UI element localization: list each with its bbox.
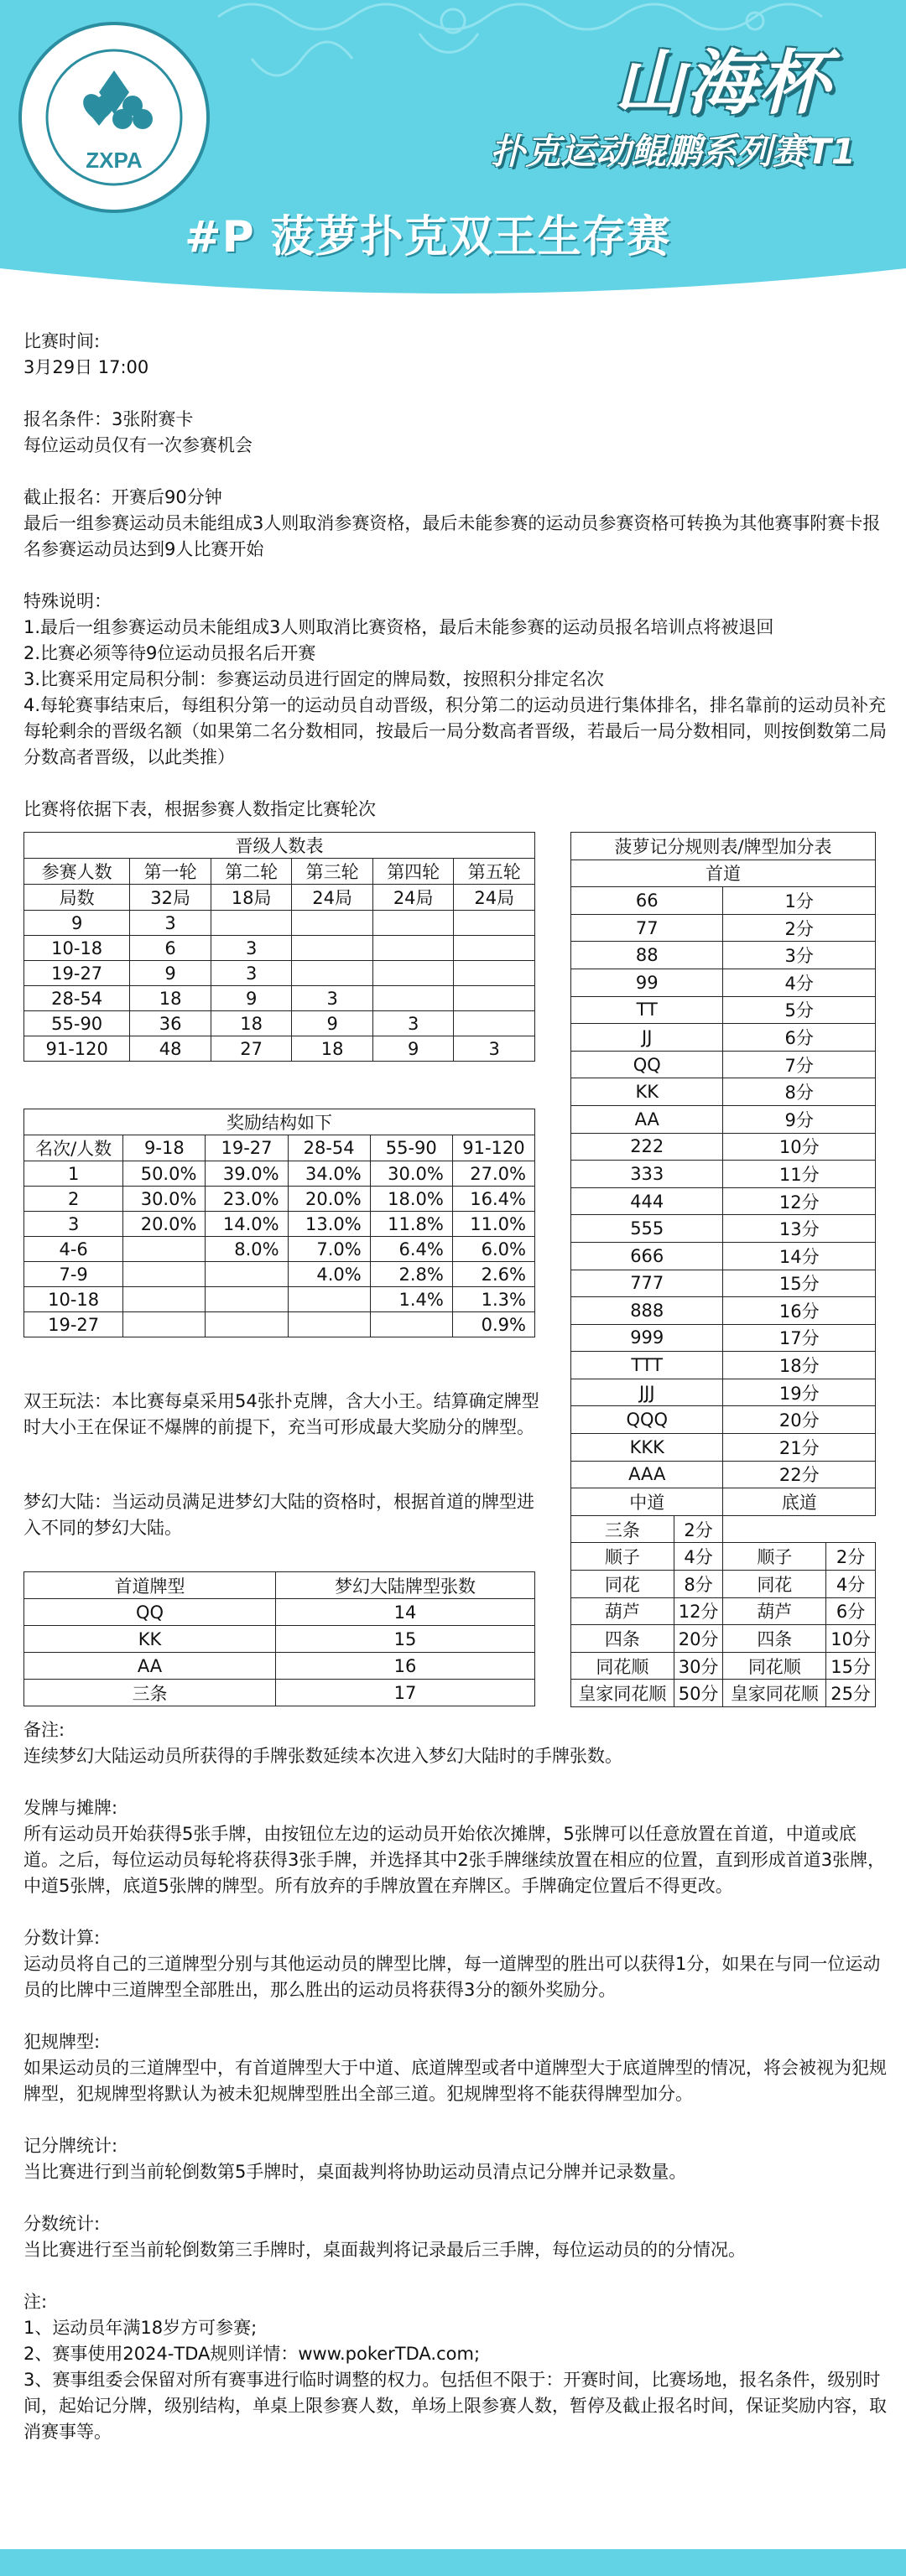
table-cell <box>454 1011 535 1036</box>
hand-cell: 四条 <box>571 1625 674 1653</box>
points-cell: 22分 <box>723 1461 876 1488</box>
hand-cell: 顺子 <box>571 1543 674 1571</box>
points-cell: 2分 <box>723 914 876 942</box>
table-cell: 8.0% <box>206 1237 288 1262</box>
middle-label: 中道 <box>571 1488 723 1516</box>
stat-text: 当比赛进行至当前轮倒数第三手牌时，桌面裁判将记录最后三手牌，每位运动员的的分情况。 <box>23 2240 746 2260</box>
table-cell: 18 <box>211 1011 292 1036</box>
table-row <box>571 1461 876 1488</box>
table-cell: 14 <box>276 1599 535 1626</box>
hand-cell: TT <box>571 996 723 1024</box>
table-cell: 34.0% <box>288 1161 370 1187</box>
table-row <box>571 1242 876 1270</box>
table-cell: KK <box>24 1626 276 1653</box>
table-row <box>571 1625 876 1653</box>
table-cell <box>454 961 535 986</box>
points-cell: 13分 <box>723 1215 876 1243</box>
fantasy-text: 梦幻大陆：当运动员满足进梦幻大陆的资格时，根据首道的牌型进入不同的梦幻大陆。 <box>23 1492 534 1538</box>
table-cell: 11.8% <box>370 1212 452 1237</box>
notes-section <box>23 1717 888 2445</box>
table-header: 19-27 <box>206 1135 288 1161</box>
table-cell: 9 <box>211 986 292 1011</box>
table-header: 第三轮 <box>292 859 373 885</box>
table-row <box>24 936 535 961</box>
points-cell: 20分 <box>674 1625 723 1653</box>
table-cell: 三条 <box>24 1680 276 1706</box>
table-cell <box>454 911 535 936</box>
table-subheader: 18局 <box>211 885 292 911</box>
points-cell: 20分 <box>723 1406 876 1434</box>
deal-label: 发牌与摊牌: <box>23 1798 118 1818</box>
points-cell: 2分 <box>826 1543 876 1571</box>
hand-cell: 同花顺 <box>571 1652 674 1680</box>
table-row <box>24 1680 535 1706</box>
hand-cell: KKK <box>571 1434 723 1462</box>
intro-section <box>23 329 888 823</box>
table-row <box>571 914 876 942</box>
table-row <box>571 1078 876 1106</box>
table-header: 第四轮 <box>372 859 454 885</box>
promotion-table-title: 晋级人数表 <box>24 833 535 859</box>
table-cell <box>288 1287 370 1312</box>
hand-cell: QQ <box>571 1051 723 1078</box>
score-label: 分数计算: <box>23 1928 101 1948</box>
table-cell <box>123 1262 206 1287</box>
special-item: 3.比赛采用定局积分制：参赛运动员进行固定的牌局数，按照积分排定名次 <box>23 669 605 689</box>
table-header: 梦幻大陆牌型张数 <box>276 1572 535 1599</box>
logo-abbr: ZXPA <box>86 148 143 173</box>
table-cell: 18.0% <box>370 1187 452 1212</box>
table-row <box>571 1133 876 1161</box>
table-row <box>571 1406 876 1434</box>
table-cell <box>372 961 454 986</box>
table-cell: 3 <box>211 936 292 961</box>
points-cell: 30分 <box>674 1652 723 1680</box>
condition-note: 每位运动员仅有一次参赛机会 <box>23 435 253 455</box>
points-cell: 16分 <box>723 1297 876 1325</box>
points-cell: 4分 <box>674 1543 723 1571</box>
table-row <box>571 1379 876 1406</box>
table-cell <box>206 1287 288 1312</box>
jokers-text: 双王玩法：本比赛每桌采用54张扑克牌，含大小王。结算确定牌型时大小王在保证不爆牌的前提下，充当可形成最大奖励分的牌型。 <box>23 1391 539 1437</box>
special-item: 4.每轮赛事结束后，每组积分第一的运动员自动晋级，积分第二的运动员进行集体排名，排名靠前的运动员补充每轮剩余的晋级名额（如果第二名分数相同，按最后一局分数高者晋级，若最后一局分数相同，则按倒数第二局分数高者晋级，以此类推） <box>23 695 887 767</box>
table-cell: 1.3% <box>452 1287 534 1312</box>
hand-cell: 333 <box>571 1161 723 1188</box>
table-row <box>24 1626 535 1653</box>
points-cell: 12分 <box>723 1187 876 1215</box>
header-banner <box>0 0 906 293</box>
table-cell: 10-18 <box>24 936 130 961</box>
points-cell: 6分 <box>826 1597 876 1625</box>
event-title: #P 菠萝扑克双王生存赛 <box>185 212 671 262</box>
table-row <box>571 996 876 1024</box>
table-header: 第一轮 <box>130 859 211 885</box>
hand-cell: AA <box>571 1105 723 1133</box>
fantasy-table <box>23 1571 535 1706</box>
table-cell <box>288 1312 370 1337</box>
table-row <box>571 1215 876 1243</box>
hand-cell: 三条 <box>571 1515 674 1543</box>
table-cell: 11.0% <box>452 1212 534 1237</box>
table-cell <box>206 1262 288 1287</box>
time-value: 3月29日 17:00 <box>23 357 149 377</box>
table-cell <box>292 936 373 961</box>
table-cell: 18 <box>130 986 211 1011</box>
table-row <box>571 1515 876 1543</box>
points-cell: 1分 <box>723 887 876 915</box>
hand-cell: 顺子 <box>723 1543 826 1571</box>
table-cell: 3 <box>211 961 292 986</box>
table-header: 首道牌型 <box>24 1572 276 1599</box>
table-header: 第二轮 <box>211 859 292 885</box>
middle-back-score-body <box>571 1515 876 1706</box>
hand-cell: 皇家同花顺 <box>723 1680 826 1707</box>
promotion-table <box>23 832 535 1062</box>
table-cell: 16 <box>276 1653 535 1680</box>
table-row <box>571 969 876 996</box>
points-cell: 7分 <box>723 1051 876 1078</box>
deal-text: 所有运动员开始获得5张手牌，由按钮位左边的运动员开始依次摊牌，5张牌可以任意放置在首道，中道或底道。之后，每位运动员每轮将获得3张手牌，并选择其中2张手牌继续放置在相应的位置，直到形成首道3张牌，中道5张牌，底道5张牌的牌型。所有放弃的手牌放置在弃牌区。手牌确定位置后不得更改。 <box>23 1824 886 1896</box>
foul-text: 如果运动员的三道牌型中，有首道牌型大于中道、底道牌型或者中道牌型大于底道牌型的情况，将会被视为犯规牌型，犯规牌型将默认为被未犯规牌型胜出全部三道。犯规牌型将不能获得牌型加分。 <box>23 2058 887 2104</box>
hand-cell: 葫芦 <box>723 1597 826 1625</box>
table-cell: 4.0% <box>288 1262 370 1287</box>
table-row <box>24 986 535 1011</box>
hand-cell: 皇家同花顺 <box>571 1680 674 1707</box>
hand-cell: 777 <box>571 1270 723 1297</box>
hand-cell: 444 <box>571 1187 723 1215</box>
condition: 报名条件：3张附赛卡 <box>23 409 194 429</box>
table-cell: 3 <box>130 911 211 936</box>
table-row <box>571 887 876 915</box>
table-cell: 55-90 <box>24 1011 130 1036</box>
footer-band <box>0 2549 906 2576</box>
hand-cell: 99 <box>571 969 723 996</box>
brand-subtitle: 扑克运动鲲鹏系列赛T1 <box>490 131 856 172</box>
table-cell: 0.9% <box>452 1312 534 1337</box>
table-cell <box>292 961 373 986</box>
table-cell: 3 <box>292 986 373 1011</box>
table-cell: 91-120 <box>24 1036 130 1062</box>
hand-cell: TTT <box>571 1352 723 1379</box>
points-cell: 8分 <box>674 1571 723 1598</box>
table-cell: 39.0% <box>206 1161 288 1187</box>
table-row <box>24 911 535 936</box>
table-subheader: 24局 <box>454 885 535 911</box>
score-table <box>570 832 876 1707</box>
hand-cell: 四条 <box>723 1625 826 1653</box>
table-cell: 28-54 <box>24 986 130 1011</box>
points-cell: 17分 <box>723 1324 876 1352</box>
table-header: 28-54 <box>288 1135 370 1161</box>
table-row <box>571 1324 876 1352</box>
points-cell: 5分 <box>723 996 876 1024</box>
table-cell: 15 <box>276 1626 535 1653</box>
table-cell: 10-18 <box>24 1287 123 1312</box>
table-row <box>24 1312 535 1337</box>
table-cell: 30.0% <box>370 1161 452 1187</box>
front-score-body <box>571 887 876 1488</box>
table-cell: 27.0% <box>452 1161 534 1187</box>
time-label: 比赛时间: <box>23 331 101 351</box>
table-cell: 3 <box>372 1011 454 1036</box>
table-row <box>24 1011 535 1036</box>
table-row <box>571 1652 876 1680</box>
table-cell: AA <box>24 1653 276 1680</box>
table-cell <box>370 1312 452 1337</box>
footer-item: 3、赛事组委会保留对所有赛事进行临时调整的权力。包括但不限于：开赛时间，比赛场地，报名条件，级别时间，起始记分牌，级别结构，单桌上限参赛人数，单场上限参赛人数，暂停及截止报名时间，保证奖励内容，取消赛事等。 <box>23 2370 887 2442</box>
hand-cell: 88 <box>571 942 723 969</box>
back-label: 底道 <box>723 1488 876 1516</box>
hand-cell: 同花 <box>571 1571 674 1598</box>
points-cell: 9分 <box>723 1105 876 1133</box>
points-cell: 25分 <box>826 1680 876 1707</box>
table-cell: 3 <box>24 1212 123 1237</box>
promotion-table-body <box>24 911 535 1062</box>
table-row <box>571 1543 876 1571</box>
footer-item: 1、运动员年满18岁方可参赛; <box>23 2318 258 2338</box>
hand-cell: 999 <box>571 1324 723 1352</box>
hand-cell: JJ <box>571 1024 723 1052</box>
table-subheader: 24局 <box>372 885 454 911</box>
points-cell: 10分 <box>723 1133 876 1161</box>
table-cell <box>211 911 292 936</box>
table-row <box>24 1036 535 1062</box>
points-cell: 21分 <box>723 1434 876 1462</box>
table-cell <box>292 911 373 936</box>
table-row <box>571 942 876 969</box>
points-cell: 10分 <box>826 1625 876 1653</box>
hand-cell: 葫芦 <box>571 1597 674 1625</box>
points-cell: 50分 <box>674 1680 723 1707</box>
table-cell: 9 <box>292 1011 373 1036</box>
table-row <box>24 1212 535 1237</box>
count-label: 记分牌统计: <box>23 2136 118 2156</box>
table-cell: 9 <box>372 1036 454 1062</box>
association-logo <box>15 18 213 216</box>
stat-label: 分数统计: <box>23 2214 101 2234</box>
fantasy-rule <box>23 1489 544 1541</box>
table-cell: 20.0% <box>288 1187 370 1212</box>
table-cell: 9 <box>24 911 130 936</box>
table-cell <box>454 936 535 961</box>
table-row <box>24 1287 535 1312</box>
brand-title: 山海杯 <box>613 42 830 124</box>
table-subheader: 局数 <box>24 885 130 911</box>
hand-cell: 666 <box>571 1242 723 1270</box>
table-cell: 1.4% <box>370 1287 452 1312</box>
points-cell: 18分 <box>723 1352 876 1379</box>
table-cell: 36 <box>130 1011 211 1036</box>
special-item: 1.最后一组参赛运动员未能组成3人则取消比赛资格，最后未能参赛的运动员报名培训点将被退回 <box>23 617 774 637</box>
table-row <box>571 1161 876 1188</box>
hand-cell: QQQ <box>571 1406 723 1434</box>
table-header: 55-90 <box>370 1135 452 1161</box>
table-header: 第五轮 <box>454 859 535 885</box>
table-cell: 20.0% <box>123 1212 206 1237</box>
hand-cell: 888 <box>571 1297 723 1325</box>
table-row <box>24 1187 535 1212</box>
score-table-title: 菠萝记分规则表/牌型加分表 <box>571 833 876 860</box>
remark-text: 连续梦幻大陆运动员所获得的手牌张数延续本次进入梦幻大陆时的手牌张数。 <box>23 1746 622 1766</box>
table-row <box>571 1297 876 1325</box>
points-cell: 15分 <box>826 1652 876 1680</box>
table-cell: 1 <box>24 1161 123 1187</box>
fantasy-table-body <box>24 1599 535 1706</box>
table-row <box>571 1051 876 1078</box>
deadline: 截止报名：开赛后90分钟 <box>23 487 222 507</box>
table-cell: 3 <box>454 1036 535 1062</box>
table-row <box>24 1653 535 1680</box>
table-cell: 2 <box>24 1187 123 1212</box>
table-cell: 19-27 <box>24 1312 123 1337</box>
points-cell: 14分 <box>723 1242 876 1270</box>
table-row <box>571 1270 876 1297</box>
table-cell: 6 <box>130 936 211 961</box>
table-row <box>571 1597 876 1625</box>
table-row <box>571 1024 876 1052</box>
prize-table-title: 奖励结构如下 <box>24 1109 535 1135</box>
table-cell: 4-6 <box>24 1237 123 1262</box>
table-cell: 30.0% <box>123 1187 206 1212</box>
table-cell: 7.0% <box>288 1237 370 1262</box>
points-cell: 8分 <box>723 1078 876 1106</box>
prize-table <box>23 1109 535 1337</box>
table-cell: 6.4% <box>370 1237 452 1262</box>
score-text: 运动员将自己的三道牌型分别与其他运动员的牌型比牌，每一道牌型的胜出可以获得1分，如果在与同一位运动员的比牌中三道牌型全部胜出，那么胜出的运动员将获得3分的额外奖励分。 <box>23 1954 881 2000</box>
table-cell: 17 <box>276 1680 535 1706</box>
points-cell: 19分 <box>723 1379 876 1406</box>
table-row <box>24 1262 535 1287</box>
table-cell <box>123 1312 206 1337</box>
table-cell: 7-9 <box>24 1262 123 1287</box>
points-cell: 6分 <box>723 1024 876 1052</box>
table-cell <box>123 1237 206 1262</box>
hand-cell: AAA <box>571 1461 723 1488</box>
hand-cell: 同花 <box>723 1571 826 1598</box>
table-header: 名次/人数 <box>24 1135 123 1161</box>
hand-cell: 66 <box>571 887 723 915</box>
table-cell <box>123 1287 206 1312</box>
table-cell <box>372 936 454 961</box>
table-row <box>571 1680 876 1707</box>
table-cell <box>206 1312 288 1337</box>
table-cell: 18 <box>292 1036 373 1062</box>
table-header: 91-120 <box>452 1135 534 1161</box>
points-cell: 3分 <box>723 942 876 969</box>
footer-item: 2、赛事使用2024-TDA规则详情：www.pokerTDA.com; <box>23 2344 481 2364</box>
table-cell: 50.0% <box>123 1161 206 1187</box>
table-cell: 2.8% <box>370 1262 452 1287</box>
table-header: 9-18 <box>123 1135 206 1161</box>
table-cell <box>372 911 454 936</box>
table-cell: 16.4% <box>452 1187 534 1212</box>
table-row <box>24 1237 535 1262</box>
table-intro: 比赛将依据下表，根据参赛人数指定比赛轮次 <box>23 799 376 819</box>
table-cell: 2.6% <box>452 1262 534 1287</box>
hand-cell: 同花顺 <box>723 1652 826 1680</box>
special-item: 2.比赛必须等待9位运动员报名后开赛 <box>23 643 316 663</box>
hand-cell: 77 <box>571 914 723 942</box>
table-header: 参赛人数 <box>24 859 130 885</box>
prize-table-body <box>24 1161 535 1337</box>
table-row <box>24 961 535 986</box>
table-cell: 48 <box>130 1036 211 1062</box>
table-cell: 13.0% <box>288 1212 370 1237</box>
hand-cell: 555 <box>571 1215 723 1243</box>
deadline-note: 最后一组参赛运动员未能组成3人则取消参赛资格，最后未能参赛的运动员参赛资格可转换为其他赛事附赛卡报名参赛运动员达到9人比赛开始 <box>23 513 881 559</box>
front-label: 首道 <box>571 860 876 887</box>
table-cell: 14.0% <box>206 1212 288 1237</box>
table-subheader: 24局 <box>292 885 373 911</box>
table-cell: 19-27 <box>24 961 130 986</box>
table-cell: 6.0% <box>452 1237 534 1262</box>
points-cell: 4分 <box>826 1571 876 1598</box>
table-cell: 9 <box>130 961 211 986</box>
table-row <box>571 1434 876 1462</box>
table-cell: 23.0% <box>206 1187 288 1212</box>
table-row <box>571 1571 876 1598</box>
table-subheader: 32局 <box>130 885 211 911</box>
count-text: 当比赛进行到当前轮倒数第5手牌时，桌面裁判将协助运动员清点记分牌并记录数量。 <box>23 2162 687 2182</box>
points-cell: 15分 <box>723 1270 876 1297</box>
table-row <box>571 1352 876 1379</box>
footer-label: 注: <box>23 2292 48 2312</box>
table-row <box>571 1187 876 1215</box>
foul-label: 犯规牌型: <box>23 2032 101 2052</box>
table-cell: QQ <box>24 1599 276 1626</box>
special-label: 特殊说明： <box>23 591 112 611</box>
points-cell: 11分 <box>723 1161 876 1188</box>
table-cell: 27 <box>211 1036 292 1062</box>
table-row <box>571 1105 876 1133</box>
jokers-rule <box>23 1389 544 1441</box>
hand-cell: 222 <box>571 1133 723 1161</box>
hand-cell: JJJ <box>571 1379 723 1406</box>
table-row <box>24 1599 535 1626</box>
remark-label: 备注: <box>23 1720 65 1740</box>
table-row <box>24 1161 535 1187</box>
table-cell <box>454 986 535 1011</box>
points-cell: 4分 <box>723 969 876 996</box>
hand-cell: KK <box>571 1078 723 1106</box>
table-cell <box>372 986 454 1011</box>
points-cell: 12分 <box>674 1597 723 1625</box>
points-cell: 2分 <box>674 1515 723 1543</box>
